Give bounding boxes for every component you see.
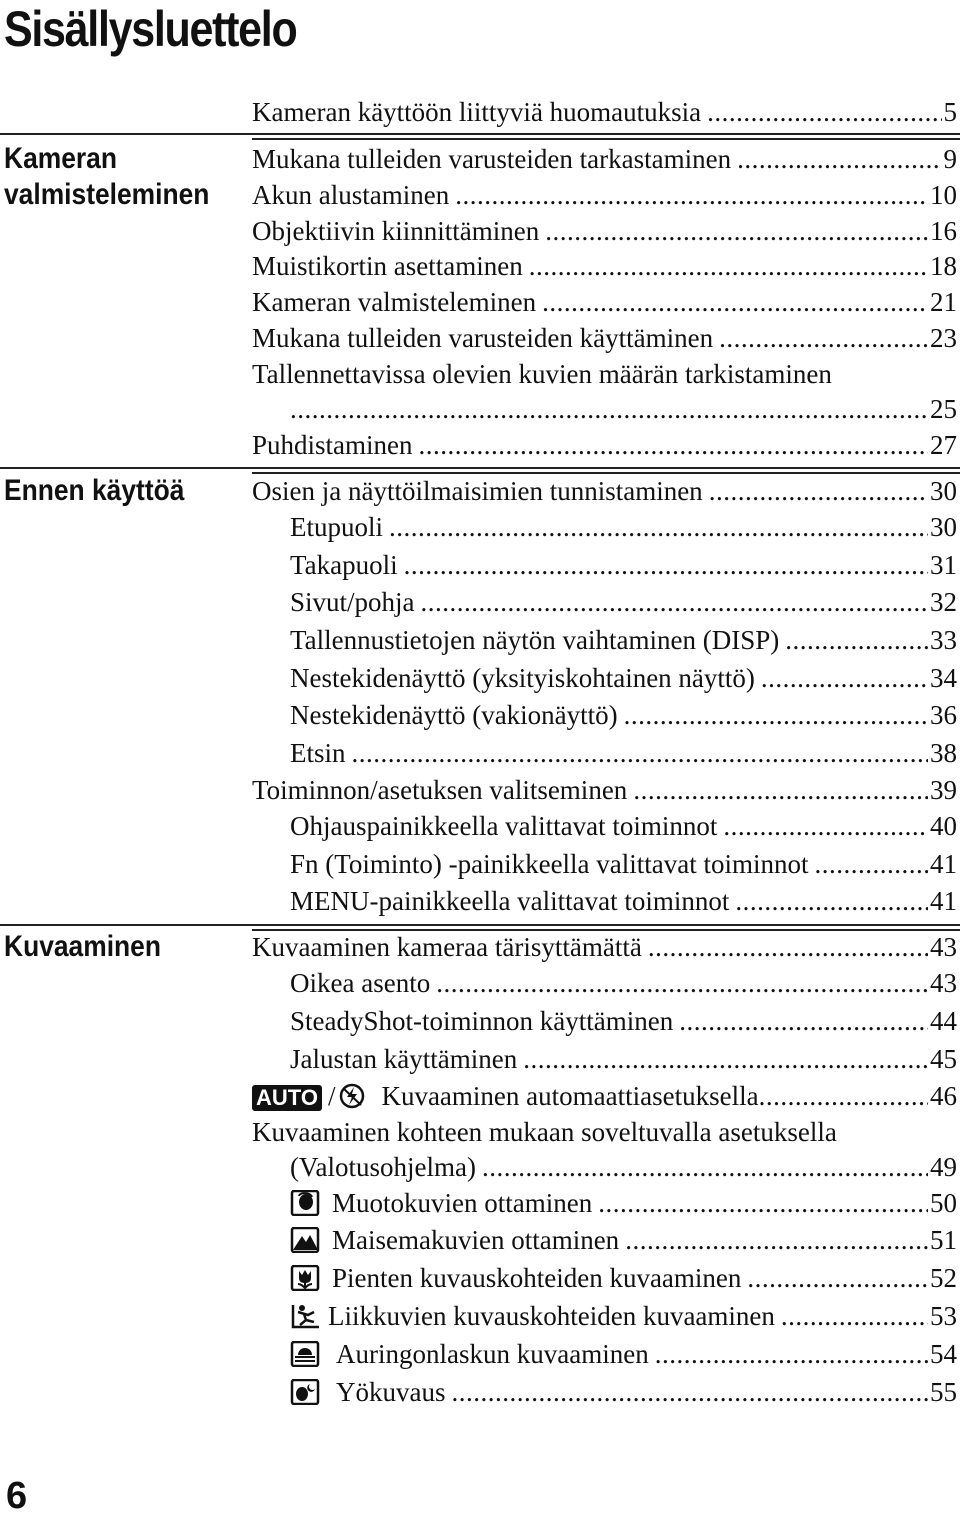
toc-page-number: 38 xyxy=(930,738,957,768)
toc-entry-text-with-icon xyxy=(290,1260,741,1296)
sports-icon xyxy=(290,1303,320,1329)
toc-entry-text: Jalustan käyttäminen xyxy=(290,1044,518,1074)
toc-leader xyxy=(759,1078,928,1114)
toc-leader xyxy=(455,177,928,213)
toc-entry-text: SteadyShot-toiminnon käyttäminen xyxy=(290,1006,674,1036)
toc-page-number: 53 xyxy=(930,1301,957,1331)
toc-entry-text: Etsin xyxy=(290,738,346,768)
toc-page-number: 27 xyxy=(930,430,957,460)
section-label-preparing xyxy=(4,141,209,213)
toc-page-number: 25 xyxy=(930,394,957,424)
toc-leader xyxy=(598,1185,928,1221)
auto-flash-off-icon xyxy=(337,1083,367,1109)
toc-page-number: 5 xyxy=(943,97,957,127)
toc-entry-text: Tallennettavissa olevien kuvien määrän tarkistaminen xyxy=(252,359,832,389)
toc-entry[interactable] xyxy=(290,660,957,696)
toc-page-number: 21 xyxy=(930,287,957,317)
toc-leader xyxy=(624,697,928,733)
toc-entry[interactable] xyxy=(252,427,957,463)
toc-entry-text: Ohjauspainikkeella valittavat toiminnot xyxy=(290,811,718,841)
toc-entry-text: Objektiivin kiinnittäminen xyxy=(252,216,540,246)
section-divider xyxy=(0,924,960,926)
toc-entry-text-with-icon xyxy=(290,1185,592,1221)
toc-entry-text-with-icon xyxy=(290,1336,649,1372)
toc-entry-text: Oikea asento xyxy=(290,968,431,998)
toc-entry-text: Kameran valmisteleminen xyxy=(252,287,537,317)
toc-entry-text: Muistikortin asettaminen xyxy=(252,251,523,281)
toc-page-number: 52 xyxy=(930,1263,957,1293)
toc-page-number: 50 xyxy=(930,1188,957,1218)
toc-entry-text: Kuvaaminen kohteen mukaan soveltuvalla asetuksella xyxy=(252,1117,837,1147)
toc-page-number: 43 xyxy=(930,968,957,998)
toc-entry-text: Fn (Toiminto) -painikkeella valittavat toiminnot xyxy=(290,849,809,879)
toc-entry-label: Kuvaaminen automaattiasetuksella xyxy=(381,1081,759,1111)
toc-entry[interactable] xyxy=(290,509,957,545)
toc-entry[interactable] xyxy=(252,772,957,808)
toc-leader xyxy=(436,965,928,1001)
toc-leader xyxy=(389,509,928,545)
toc-entry[interactable] xyxy=(252,177,957,213)
page-number: 6 xyxy=(6,1475,28,1517)
section-label-shooting xyxy=(4,929,161,965)
toc-entry[interactable] xyxy=(290,1374,957,1410)
toc-leader xyxy=(290,391,928,427)
section-divider xyxy=(0,467,960,469)
toc-entry-label: Pienten kuvauskohteiden kuvaaminen xyxy=(332,1263,742,1293)
toc-leader xyxy=(421,584,928,620)
toc-entry-text: Sivut/pohja xyxy=(290,587,415,617)
toc-page-number: 46 xyxy=(930,1081,957,1111)
toc-page-number: 44 xyxy=(930,1006,957,1036)
toc-entry-label: Muotokuvien ottaminen xyxy=(332,1188,593,1218)
sunset-icon xyxy=(290,1341,320,1367)
toc-leader xyxy=(648,929,928,965)
toc-page-number: 55 xyxy=(930,1377,957,1407)
toc-page-number: 23 xyxy=(930,323,957,353)
toc-entry[interactable] xyxy=(252,141,957,177)
toc-leader xyxy=(709,473,928,509)
toc-entry[interactable] xyxy=(290,391,957,427)
toc-entry[interactable] xyxy=(290,965,957,1001)
toc-leader xyxy=(785,622,928,658)
toc-entry-text: Etupuoli xyxy=(290,512,383,542)
auto-mode-icon: AUTO xyxy=(252,1085,322,1111)
toc-entry[interactable] xyxy=(290,547,957,583)
toc-leader xyxy=(523,1041,928,1077)
toc-entry-text: Kuvaaminen kameraa tärisyttämättä xyxy=(252,932,642,962)
toc-leader xyxy=(723,808,928,844)
portrait-icon xyxy=(290,1190,320,1216)
toc-entry-text: Kameran käyttöön liittyviä huomautuksia xyxy=(252,97,702,127)
toc-entry[interactable] xyxy=(290,1041,957,1077)
toc-leader xyxy=(737,141,941,177)
section-label-line: valmisteleminen xyxy=(4,178,210,211)
toc-entry[interactable] xyxy=(290,1298,957,1334)
section-label-before-use xyxy=(4,473,184,509)
toc-leader xyxy=(761,660,928,696)
toc-page-number: 41 xyxy=(930,849,957,879)
toc-entry[interactable] xyxy=(252,929,957,965)
toc-entry-label: Auringonlaskun kuvaaminen xyxy=(336,1339,649,1369)
toc-entry-text: Toiminnon/asetuksen valitseminen xyxy=(252,775,628,805)
toc-leader xyxy=(735,883,928,919)
section-label-line: Ennen käyttöä xyxy=(4,474,185,507)
toc-entry-label: Maisemakuvien ottaminen xyxy=(332,1225,620,1255)
toc-page-number: 43 xyxy=(930,932,957,962)
macro-icon xyxy=(290,1265,320,1291)
toc-page-number: 9 xyxy=(943,144,957,174)
toc-page-number: 39 xyxy=(930,775,957,805)
toc-entry-text: Puhdistaminen xyxy=(252,430,413,460)
toc-entry[interactable] xyxy=(252,320,957,356)
toc-entry[interactable] xyxy=(290,584,957,620)
toc-entry[interactable] xyxy=(290,1222,957,1258)
toc-leader xyxy=(781,1298,928,1334)
toc-entry-label: Liikkuvien kuvauskohteiden kuvaaminen xyxy=(328,1301,775,1331)
toc-leader xyxy=(679,1003,928,1039)
toc-entry-text: MENU-painikkeella valittavat toiminnot xyxy=(290,886,730,916)
toc-entry-text-with-icon xyxy=(290,1374,446,1410)
toc-page-number: 45 xyxy=(930,1044,957,1074)
toc-entry[interactable] xyxy=(290,697,957,733)
toc-page-number: 51 xyxy=(930,1225,957,1255)
toc-entry[interactable] xyxy=(252,473,957,509)
toc-leader xyxy=(482,1149,928,1185)
toc-entry-text: Tallennustietojen näytön vaihtaminen (DISP) xyxy=(290,625,780,655)
toc-page-number: 32 xyxy=(930,587,957,617)
toc-entry[interactable] xyxy=(290,846,957,882)
landscape-icon xyxy=(290,1227,320,1253)
toc-leader xyxy=(529,248,928,284)
toc-leader xyxy=(404,547,928,583)
toc-page-number: 18 xyxy=(930,251,957,281)
toc-entry-text: Mukana tulleiden varusteiden tarkastaminen xyxy=(252,144,732,174)
toc-entry-text: Takapuoli xyxy=(290,550,398,580)
toc-entry-text: Akun alustaminen xyxy=(252,180,450,210)
toc-entry-label: Yökuvaus xyxy=(336,1377,446,1407)
toc-entry[interactable] xyxy=(252,94,957,130)
toc-page-number: 31 xyxy=(930,550,957,580)
toc-entry-text-with-icon xyxy=(290,1298,775,1334)
toc-leader xyxy=(545,213,928,249)
toc-entry[interactable] xyxy=(290,1336,957,1372)
toc-leader xyxy=(719,320,928,356)
toc-page-number: 10 xyxy=(930,180,957,210)
toc-entry-text: Nestekidenäyttö (vakionäyttö) xyxy=(290,700,618,730)
toc-entry[interactable] xyxy=(290,1185,957,1221)
toc-page-number: 41 xyxy=(930,886,957,916)
toc-leader xyxy=(747,1260,928,1296)
toc-entry-text: Osien ja näyttöilmaisimien tunnistaminen xyxy=(252,476,703,506)
toc-entry[interactable] xyxy=(290,883,957,919)
toc-entry-text-with-icon xyxy=(290,1222,619,1258)
toc-page-number: 30 xyxy=(930,476,957,506)
toc-leader xyxy=(542,284,928,320)
toc-entry[interactable] xyxy=(252,1078,957,1114)
toc-entry-text: (Valotusohjelma) xyxy=(290,1152,476,1182)
toc-page-number: 16 xyxy=(930,216,957,246)
toc-entry[interactable] xyxy=(290,735,957,771)
toc-leader xyxy=(655,1336,928,1372)
section-divider-sub xyxy=(252,138,960,140)
toc-page-number: 34 xyxy=(930,663,957,693)
slash: / xyxy=(327,1081,336,1111)
toc-page-number: 54 xyxy=(930,1339,957,1369)
toc-page-number: 36 xyxy=(930,700,957,730)
toc-page-number: 49 xyxy=(930,1152,957,1182)
toc-entry[interactable] xyxy=(290,1260,957,1296)
toc-entry[interactable] xyxy=(290,808,957,844)
toc-entry[interactable] xyxy=(290,1003,957,1039)
toc-leader xyxy=(707,94,941,130)
toc-entry-text-with-icon xyxy=(252,1078,759,1114)
toc-leader xyxy=(815,846,928,882)
toc-entry[interactable] xyxy=(290,1149,957,1185)
toc-entry-text: Nestekidenäyttö (yksityiskohtainen näyttö) xyxy=(290,663,755,693)
toc-page-number: 33 xyxy=(930,625,957,655)
section-label-line: Kuvaaminen xyxy=(4,930,161,963)
toc-leader xyxy=(633,772,928,808)
toc-page-number: 30 xyxy=(930,512,957,542)
night-portrait-icon xyxy=(290,1379,320,1405)
toc-entry[interactable] xyxy=(252,213,957,249)
section-divider xyxy=(0,133,960,135)
toc-leader xyxy=(452,1374,929,1410)
toc-entry-text-line[interactable] xyxy=(252,356,957,392)
toc-entry[interactable] xyxy=(252,248,957,284)
toc-leader xyxy=(352,735,928,771)
toc-leader xyxy=(625,1222,928,1258)
page-title: Sisällysluettelo xyxy=(4,1,297,57)
section-label-line: Kameran xyxy=(4,142,117,175)
toc-entry-text: Mukana tulleiden varusteiden käyttäminen xyxy=(252,323,714,353)
toc-entry[interactable] xyxy=(252,284,957,320)
toc-leader xyxy=(419,427,929,463)
toc-entry[interactable] xyxy=(290,622,957,658)
toc-page-number: 40 xyxy=(930,811,957,841)
toc-entry-text-line[interactable] xyxy=(252,1114,957,1150)
